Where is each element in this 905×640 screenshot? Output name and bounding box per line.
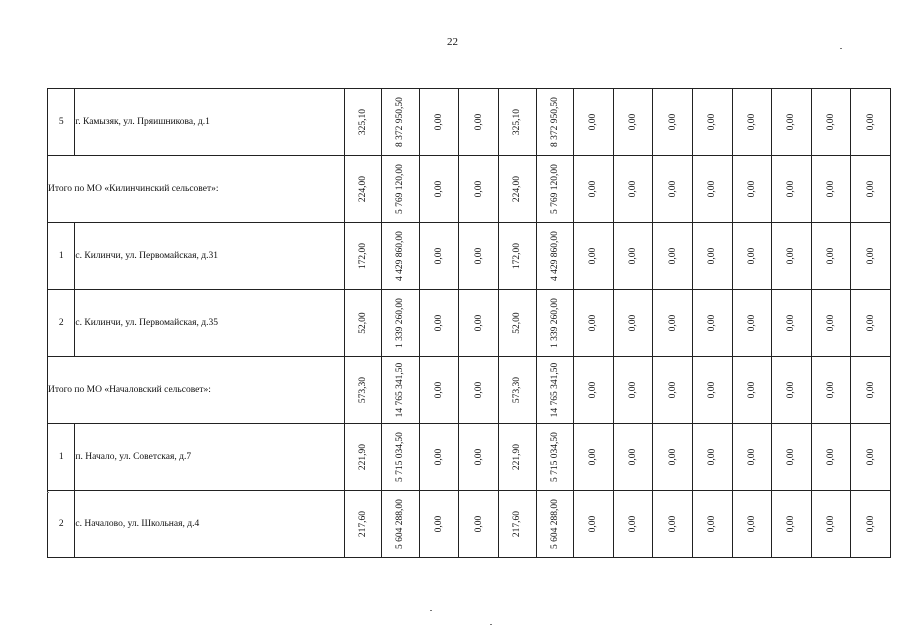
- table-row: [48, 89, 891, 156]
- value-text: 0,00: [667, 381, 678, 399]
- address-cell: п. Начало, ул. Советская, д.7: [75, 424, 344, 491]
- value-text: 172,00: [357, 242, 368, 270]
- value-cell: [653, 357, 693, 424]
- value-cell: [653, 156, 693, 223]
- value-cell: [692, 357, 732, 424]
- value-cell: [772, 290, 812, 357]
- value-text: 217,60: [357, 510, 368, 538]
- value-cell: [653, 424, 693, 491]
- value-cell: [344, 290, 382, 357]
- value-cell: [692, 424, 732, 491]
- value-cell: [613, 357, 653, 424]
- value-cell: [382, 89, 420, 156]
- value-cell: [382, 156, 420, 223]
- value-cell: [613, 290, 653, 357]
- page-number: 22: [447, 36, 458, 48]
- value-text: 0,00: [473, 515, 484, 533]
- value-cell: [851, 89, 891, 156]
- value-text: 0,00: [826, 448, 837, 466]
- value-text: 0,00: [628, 113, 638, 131]
- value-cell: [811, 424, 851, 491]
- value-text: 5 604 288,00: [395, 499, 406, 549]
- value-cell: [498, 89, 536, 156]
- value-cell: [459, 491, 499, 558]
- value-cell: [613, 156, 653, 223]
- value-cell: [772, 156, 812, 223]
- value-cell: [419, 424, 459, 491]
- value-cell: [692, 290, 732, 357]
- value-cell: [732, 491, 772, 558]
- table-row: [48, 491, 891, 558]
- value-text: 0,00: [588, 448, 599, 466]
- value-cell: [459, 424, 499, 491]
- value-text: 0,00: [667, 247, 678, 265]
- value-text: 0,00: [628, 448, 638, 466]
- table-row: [48, 290, 891, 357]
- value-cell: [459, 290, 499, 357]
- value-cell: [653, 89, 693, 156]
- housing-table: [47, 88, 891, 558]
- value-cell: [811, 357, 851, 424]
- value-cell: [732, 223, 772, 290]
- value-cell: [536, 89, 574, 156]
- value-cell: [732, 424, 772, 491]
- value-text: 0,00: [826, 515, 837, 533]
- value-cell: [419, 156, 459, 223]
- value-text: 0,00: [865, 448, 876, 466]
- value-cell: [732, 89, 772, 156]
- value-text: 5 769 120,00: [549, 164, 560, 214]
- scan-speck: [840, 48, 842, 49]
- value-cell: [382, 424, 420, 491]
- value-cell: [811, 156, 851, 223]
- value-text: 0,00: [434, 113, 445, 131]
- value-cell: [692, 491, 732, 558]
- value-cell: [851, 290, 891, 357]
- value-cell: [692, 89, 732, 156]
- value-text: 5 769 120,00: [395, 164, 406, 214]
- value-cell: [851, 491, 891, 558]
- scan-speck: [490, 624, 492, 625]
- value-text: 0,00: [746, 381, 757, 399]
- value-text: 0,00: [434, 515, 445, 533]
- value-text: 14 765 341,50: [549, 362, 560, 418]
- value-cell: [459, 156, 499, 223]
- address-cell: с. Килинчи, ул. Первомайская, д.35: [75, 290, 344, 357]
- value-text: 0,00: [434, 314, 445, 332]
- value-text: 52,00: [512, 312, 523, 334]
- value-cell: [772, 357, 812, 424]
- value-cell: [419, 290, 459, 357]
- row-number: 1: [48, 223, 75, 290]
- value-text: 0,00: [707, 381, 718, 399]
- value-text: 0,00: [434, 180, 445, 198]
- value-text: 0,00: [707, 180, 718, 198]
- value-cell: [811, 223, 851, 290]
- value-cell: [498, 156, 536, 223]
- value-cell: [498, 357, 536, 424]
- value-text: 5 715 034,50: [395, 432, 406, 482]
- value-text: 1 339 260,00: [395, 298, 406, 348]
- value-cell: [653, 290, 693, 357]
- value-text: 0,00: [588, 314, 599, 332]
- value-text: 14 765 341,50: [395, 362, 406, 418]
- value-cell: [653, 491, 693, 558]
- value-cell: [732, 357, 772, 424]
- value-text: 0,00: [707, 247, 718, 265]
- value-text: 0,00: [473, 113, 484, 131]
- value-cell: [459, 357, 499, 424]
- value-text: 325,10: [512, 108, 523, 136]
- value-text: 0,00: [434, 448, 445, 466]
- table-row-total: [48, 156, 891, 223]
- value-cell: [574, 223, 614, 290]
- value-cell: [419, 357, 459, 424]
- value-text: 0,00: [786, 180, 797, 198]
- table-body: [48, 89, 891, 558]
- value-text: 4 429 860,00: [395, 231, 406, 281]
- value-text: 0,00: [786, 381, 797, 399]
- value-text: 221,90: [512, 443, 523, 471]
- value-text: 0,00: [588, 247, 599, 265]
- value-text: 325,10: [357, 108, 368, 136]
- value-text: 0,00: [707, 314, 718, 332]
- value-cell: [344, 491, 382, 558]
- value-cell: [692, 156, 732, 223]
- value-cell: [574, 424, 614, 491]
- value-cell: [498, 424, 536, 491]
- value-text: 5 604 288,00: [549, 499, 560, 549]
- value-cell: [613, 424, 653, 491]
- row-number: 1: [48, 424, 75, 491]
- value-text: 0,00: [707, 448, 718, 466]
- value-cell: [772, 223, 812, 290]
- value-text: 0,00: [628, 381, 638, 399]
- address-cell: г. Камызяк, ул. Пряишникова, д.1: [75, 89, 344, 156]
- value-cell: [498, 223, 536, 290]
- value-cell: [459, 223, 499, 290]
- value-cell: [536, 491, 574, 558]
- value-text: 0,00: [786, 448, 797, 466]
- value-text: 172,00: [512, 242, 523, 270]
- value-text: 0,00: [826, 381, 837, 399]
- value-text: 0,00: [786, 247, 797, 265]
- value-cell: [653, 223, 693, 290]
- value-cell: [536, 424, 574, 491]
- value-text: 8 372 950,50: [395, 97, 406, 147]
- total-label: Итого по МО «Килинчинский сельсовет»:: [48, 156, 345, 223]
- value-cell: [536, 357, 574, 424]
- value-text: 8 372 950,50: [549, 97, 560, 147]
- value-text: 0,00: [588, 515, 599, 533]
- value-cell: [613, 89, 653, 156]
- value-text: 0,00: [628, 314, 638, 332]
- value-text: 0,00: [667, 314, 678, 332]
- value-cell: [344, 424, 382, 491]
- value-cell: [851, 424, 891, 491]
- table-row-total: [48, 357, 891, 424]
- value-text: 0,00: [628, 247, 638, 265]
- value-cell: [419, 223, 459, 290]
- value-cell: [536, 156, 574, 223]
- address-cell: с. Началово, ул. Школьная, д.4: [75, 491, 344, 558]
- value-cell: [344, 357, 382, 424]
- value-cell: [811, 89, 851, 156]
- value-cell: [536, 223, 574, 290]
- value-text: 0,00: [473, 448, 484, 466]
- value-text: 5 715 034,50: [549, 432, 560, 482]
- value-text: 573,30: [357, 376, 368, 404]
- value-text: 0,00: [473, 247, 484, 265]
- value-text: 0,00: [826, 113, 837, 131]
- table-row: [48, 424, 891, 491]
- value-text: 221,90: [357, 443, 368, 471]
- value-cell: [344, 223, 382, 290]
- value-text: 0,00: [473, 381, 484, 399]
- value-cell: [574, 89, 614, 156]
- value-cell: [498, 290, 536, 357]
- value-text: 0,00: [628, 515, 638, 533]
- value-cell: [382, 491, 420, 558]
- value-cell: [574, 156, 614, 223]
- value-cell: [382, 223, 420, 290]
- value-text: 0,00: [588, 180, 599, 198]
- value-cell: [344, 156, 382, 223]
- value-text: 0,00: [707, 515, 718, 533]
- value-cell: [574, 491, 614, 558]
- value-cell: [574, 290, 614, 357]
- value-text: 217,60: [512, 510, 523, 538]
- value-text: 0,00: [588, 381, 599, 399]
- value-text: 0,00: [473, 314, 484, 332]
- scan-speck: [430, 610, 432, 611]
- value-text: 0,00: [667, 515, 678, 533]
- value-cell: [613, 491, 653, 558]
- value-text: 0,00: [786, 515, 797, 533]
- row-number: 2: [48, 491, 75, 558]
- value-cell: [419, 491, 459, 558]
- value-cell: [811, 290, 851, 357]
- row-number: 5: [48, 89, 75, 156]
- value-cell: [613, 223, 653, 290]
- value-cell: [382, 357, 420, 424]
- value-text: 0,00: [826, 314, 837, 332]
- value-text: 0,00: [746, 448, 757, 466]
- total-label: Итого по МО «Началовский сельсовет»:: [48, 357, 345, 424]
- value-text: 224,00: [357, 175, 368, 203]
- value-text: 573,30: [512, 376, 523, 404]
- value-cell: [419, 89, 459, 156]
- value-text: 0,00: [667, 180, 678, 198]
- value-cell: [772, 424, 812, 491]
- value-text: 0,00: [826, 247, 837, 265]
- value-text: 0,00: [826, 180, 837, 198]
- value-cell: [344, 89, 382, 156]
- value-text: 0,00: [865, 515, 876, 533]
- value-cell: [498, 491, 536, 558]
- row-number: 2: [48, 290, 75, 357]
- value-cell: [811, 491, 851, 558]
- value-cell: [772, 89, 812, 156]
- value-text: 0,00: [434, 247, 445, 265]
- value-cell: [536, 290, 574, 357]
- value-cell: [851, 156, 891, 223]
- value-text: 0,00: [786, 113, 797, 131]
- value-text: 0,00: [746, 113, 757, 131]
- value-cell: [732, 156, 772, 223]
- value-text: 1 339 260,00: [549, 298, 560, 348]
- scan-speck: [47, 492, 49, 493]
- value-cell: [574, 357, 614, 424]
- value-text: 0,00: [746, 515, 757, 533]
- value-text: 0,00: [667, 448, 678, 466]
- value-text: 0,00: [746, 247, 757, 265]
- value-text: 4 429 860,00: [549, 231, 560, 281]
- value-text: 0,00: [865, 113, 876, 131]
- value-cell: [382, 290, 420, 357]
- value-cell: [459, 89, 499, 156]
- value-text: 0,00: [434, 381, 445, 399]
- value-text: 0,00: [865, 314, 876, 332]
- value-text: 0,00: [865, 180, 876, 198]
- address-cell: с. Килинчи, ул. Первомайская, д.31: [75, 223, 344, 290]
- value-cell: [732, 290, 772, 357]
- value-cell: [692, 223, 732, 290]
- value-text: 224,00: [512, 175, 523, 203]
- value-text: 0,00: [865, 381, 876, 399]
- value-cell: [851, 357, 891, 424]
- value-cell: [851, 223, 891, 290]
- value-text: 0,00: [473, 180, 484, 198]
- value-text: 0,00: [865, 247, 876, 265]
- value-cell: [772, 491, 812, 558]
- value-text: 52,00: [357, 312, 368, 334]
- value-text: 0,00: [667, 113, 678, 131]
- value-text: 0,00: [746, 180, 757, 198]
- value-text: 0,00: [588, 113, 599, 131]
- value-text: 0,00: [786, 314, 797, 332]
- table-row: [48, 223, 891, 290]
- value-text: 0,00: [746, 314, 757, 332]
- value-text: 0,00: [628, 180, 638, 198]
- value-text: 0,00: [707, 113, 718, 131]
